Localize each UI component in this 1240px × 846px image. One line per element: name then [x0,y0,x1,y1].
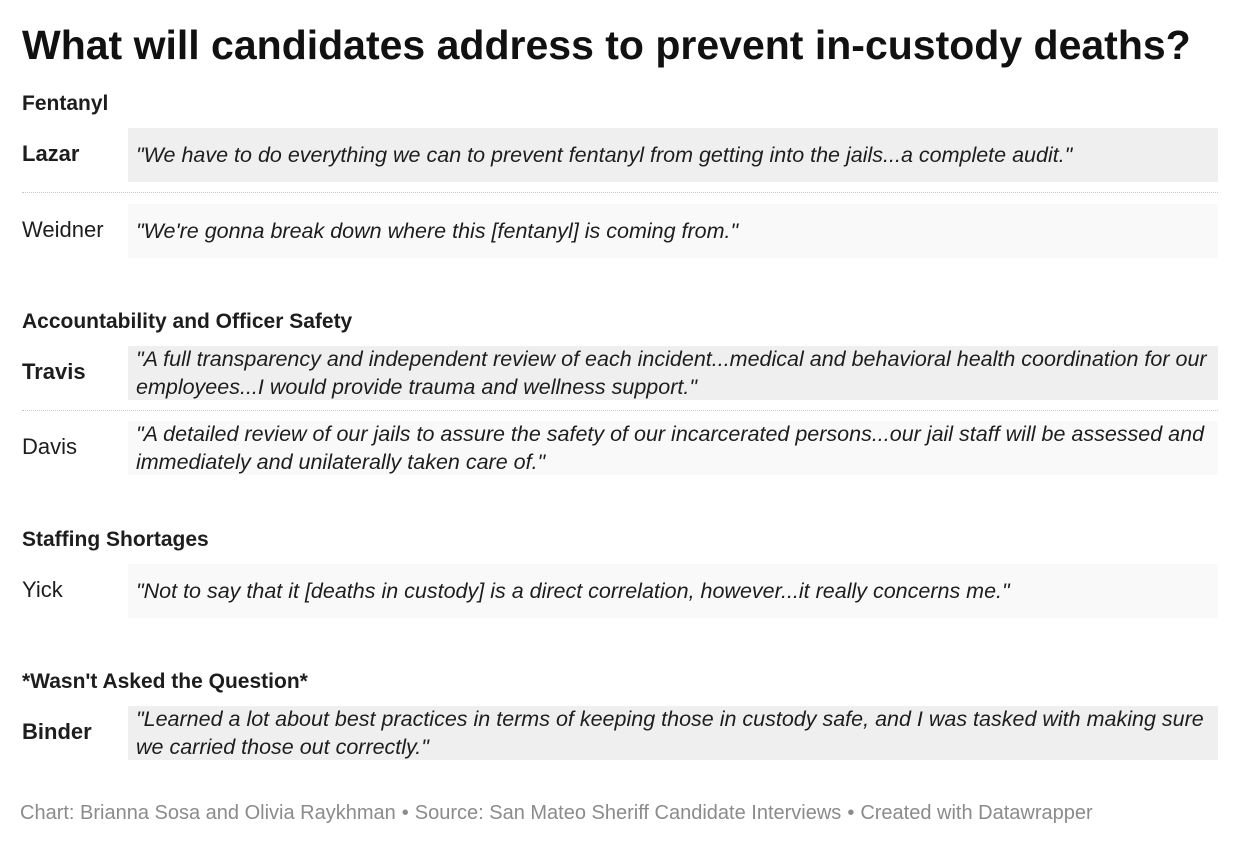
quote-cell [128,204,1218,258]
footer-separator: • [847,802,855,824]
candidate-name: Travis [22,359,86,384]
table-row-davis [22,421,1218,475]
table-row-weidner [22,204,1218,258]
row-divider [22,192,1218,193]
section-label-fentanyl: Fentanyl [22,92,109,115]
table-row-travis [22,346,1218,400]
candidate-quote: "A detailed review of our jails to assure the safety of our incarcerated persons...our jail staff will be assessed and immediately and unilaterally taken care of." [136,422,1205,474]
candidate-quote: "Learned a lot about best practices in terms of keeping those in custody safe, and I was tasked with making sure we carried those out correctly." [136,707,1204,759]
candidate-quote: "We're gonna break down where this [fentanyl] is coming from." [136,219,739,243]
quote-cell [128,564,1218,618]
table-row-binder [22,706,1218,760]
candidate-name: Weidner [22,217,104,242]
section-label-not-asked: *Wasn't Asked the Question* [22,670,308,693]
candidate-name: Davis [22,434,78,459]
footer-separator: • [401,802,409,824]
row-divider [22,410,1218,411]
candidate-name: Lazar [22,141,80,166]
candidate-quote: "Not to say that it [deaths in custody] is a direct correlation, however...it really concerns me." [136,579,1010,603]
table-row-lazar [22,128,1218,182]
candidate-quote: "We have to do everything we can to prevent fentanyl from getting into the jails...a complete audit." [136,143,1073,167]
quote-cell [128,128,1218,182]
candidate-quote: "A full transparency and independent review of each incident...medical and behavioral health coordination for our employees...I would provide trauma and wellness support." [136,347,1207,399]
quote-cell [128,346,1218,400]
datawrapper-credit: Created with Datawrapper [860,802,1093,824]
chart-footer [20,800,1093,826]
source-credit: Source: San Mateo Sheriff Candidate Interviews [414,802,842,824]
page-title: What will candidates address to prevent in-custody deaths? [22,22,1191,68]
table-row-yick [22,564,1218,618]
chart-credit: Chart: Brianna Sosa and Olivia Raykhman [20,802,396,824]
candidate-name: Yick [22,577,63,602]
quote-cell [128,421,1218,475]
candidate-name: Binder [22,719,92,744]
section-label-staffing: Staffing Shortages [22,528,209,551]
quote-cell [128,706,1218,760]
section-label-accountability: Accountability and Officer Safety [22,310,353,333]
